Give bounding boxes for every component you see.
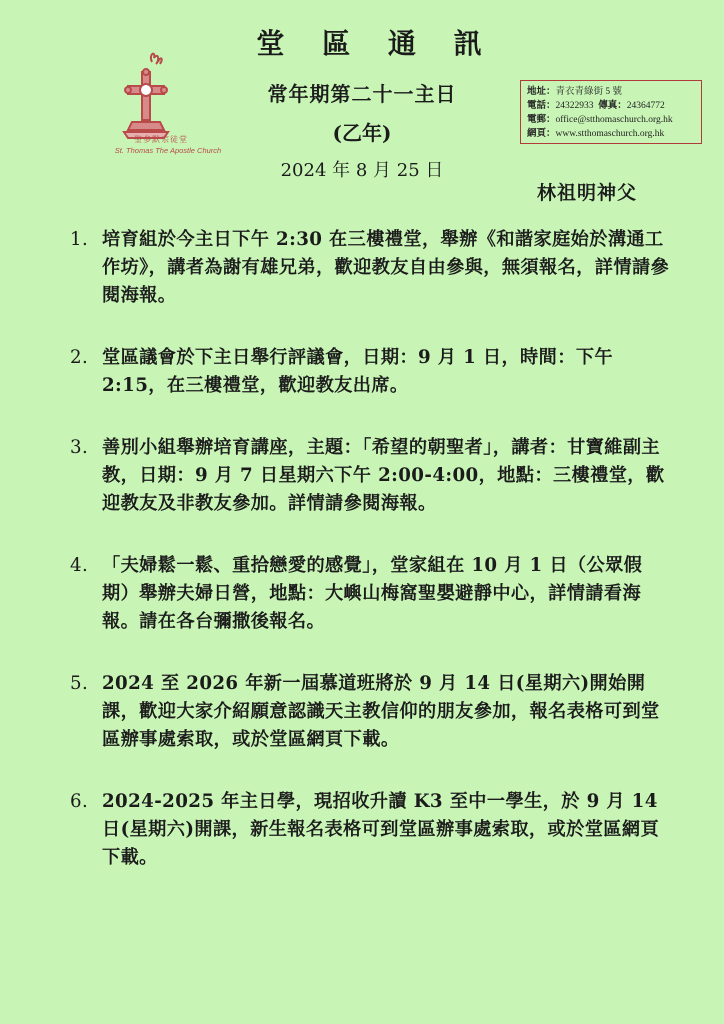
item-text: 培育組於今主日下午 2:30 在三樓禮堂，舉辦《和諧家庭始於溝通工作坊》，講者為謝有雄兄弟，歡迎教友自由參與，無須報名，詳情請參閱海報。 (102, 229, 670, 306)
announcement-item (70, 552, 670, 636)
contact-box (520, 80, 702, 144)
item-number: 6. (70, 791, 89, 812)
item-text: 2024 至 2026 年新一屆慕道班將於 9 月 14 日(星期六)開始開課，歡迎大家介紹願意認識天主教信仰的朋友參加，報名表格可到堂區辦事處索取，或於堂區網頁下載。 (102, 673, 660, 750)
item-number: 1. (70, 229, 89, 250)
contact-address: 地址：青衣青綠街 5 號 (527, 87, 623, 97)
announcement-item (70, 434, 670, 518)
liturgical-year: (乙年) (332, 121, 392, 145)
logo-caption: St. Thomas The Apostle Church (114, 146, 222, 155)
contact-phone: 電話：24322933 傳真：24364772 (527, 101, 665, 111)
contact-email: 電郵：office@stthomaschurch.org.hk (527, 115, 673, 125)
item-text: 堂區議會於下主日舉行評議會，日期：9 月 1 日，時間：下午 2:15，在三樓禮堂，歡迎教友出席。 (102, 347, 613, 396)
announcement-item (70, 788, 670, 872)
bulletin-date: 2024 年 8 月 25 日 (280, 160, 444, 181)
announcement-item (70, 344, 670, 400)
item-text: 2024-2025 年主日學，現招收升讀 K3 至中一學生，於 9 月 14 日(星期六)開課，新生報名表格可到堂區辦事處索取，或於堂區網頁下載。 (102, 791, 660, 868)
logo-caption-zh: 聖多默宗徒堂 (134, 135, 188, 144)
announcement-item (70, 226, 670, 310)
item-number: 2. (70, 347, 89, 368)
page-title: 堂 區 通 訊 (256, 27, 496, 60)
contact-website: 網頁：www.stthomaschurch.org.hk (527, 129, 665, 139)
item-text: 善別小組舉辦培育講座，主題：「希望的朝聖者」，講者：甘寶維副主教，日期：9 月 7 日星期六下午 2:00-4:00，地點：三樓禮堂，歡迎教友及非教友參加。詳情請參閱海報。 (102, 437, 665, 514)
item-text: 「夫婦鬆一鬆、重拾戀愛的感覺」，堂家組在 10 月 1 日（公眾假期）舉辦夫婦日營，地點：大嶼山梅窩聖嬰避靜中心，詳情請看海報。請在各台彌撒後報名。 (102, 555, 643, 632)
priest-name: 林祖明神父 (537, 182, 638, 204)
church-logo (114, 50, 222, 166)
email-link[interactable]: office@stthomaschurch.org.hk (555, 115, 673, 125)
item-number: 3. (70, 437, 89, 458)
announcement-item (70, 670, 670, 754)
announcement-list (70, 226, 670, 872)
item-number: 4. (70, 555, 89, 576)
website-link[interactable]: www.stthomaschurch.org.hk (555, 129, 665, 139)
page-subtitle: 常年期第二十一主日 (267, 82, 457, 106)
item-number: 5. (70, 673, 89, 694)
